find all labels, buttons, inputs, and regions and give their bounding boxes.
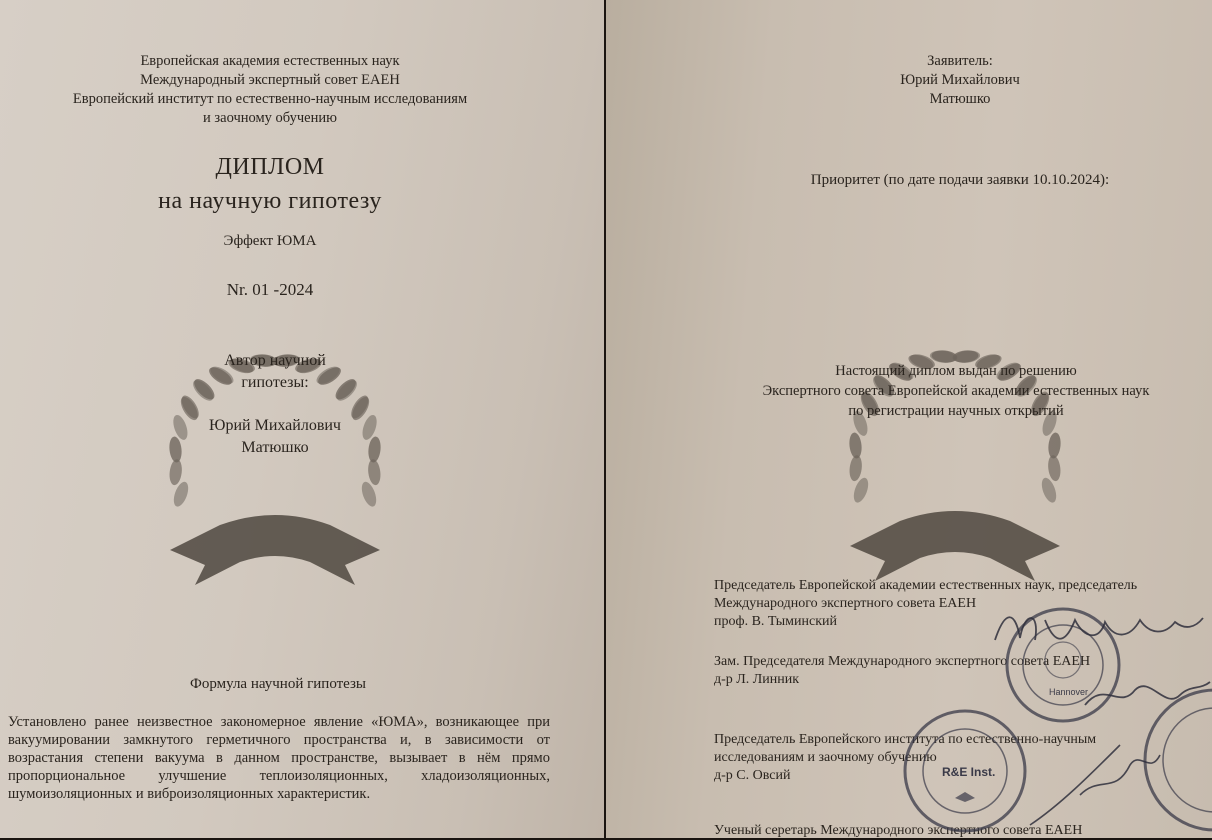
applicant-block <box>850 52 1070 109</box>
institute-seal-stamp <box>900 706 1030 836</box>
signatory-1-name: проф. В. Тыминский <box>714 614 838 629</box>
formula-heading: Формула научной гипотезы <box>189 676 367 692</box>
author-label <box>185 350 365 394</box>
laurel-leaf <box>367 459 382 486</box>
diploma-number: Nr. 01 -2024 <box>226 280 314 299</box>
issuance-line-2: Экспертного совета Европейской академии естественных наук <box>762 383 1150 399</box>
laurel-leaf <box>848 455 863 482</box>
wreath-ribbon <box>170 515 380 585</box>
signatory-1-title-line-1: Председатель Европейской академии естественных наук, председатель <box>714 578 1138 593</box>
signature-tyminsky <box>985 600 1205 660</box>
signature-ovsiy <box>1020 735 1170 835</box>
applicant-name-line-2: Матюшко <box>929 91 991 107</box>
author-name-line-2: Матюшко <box>241 439 309 456</box>
formula-text: Установлено ранее неизвестное закономерное явление «ЮМА», возникающее при вакуумировании замкнутого герметичного пространства и, в зависимости от возрастания степени вакуума в данном пространстве, вызывает в нём прямо пропорциональное улучшение теплоизоляционных, хладоизоляционных, шумоизоляционных и виброизоляционных характеристик. <box>8 714 550 802</box>
author-label-line-1: Автор научной <box>224 352 326 369</box>
institution-header <box>0 52 540 128</box>
laurel-wreath-right <box>820 296 1090 586</box>
laurel-leaf <box>848 432 863 459</box>
header-line-2: Международный экспертный совет ЕАЕН <box>140 72 400 88</box>
header-line-1: Европейская академия естественных наук <box>140 53 400 69</box>
signatory-2-name: д-р Л. Линник <box>714 672 800 687</box>
issuance-line-3: по регистрации научных открытий <box>848 403 1064 419</box>
stamp1-city: Hannover <box>1049 687 1089 697</box>
effect-name: Эффект ЮМА <box>223 233 317 249</box>
issuance-statement <box>716 361 1196 421</box>
author-name-line-1: Юрий Михайлович <box>209 417 341 434</box>
signatory-2-title: Зам. Председателя Международного экспертного совета ЕАЕН <box>714 654 1091 669</box>
header-line-4: и заочному обучению <box>203 110 337 126</box>
priority-line: Приоритет (по дате подачи заявки 10.10.2024): <box>810 172 1110 188</box>
signatory-3-title-line-1: Председатель Европейского института по естественно-научным <box>714 732 1097 747</box>
diploma-title: ДИПЛОМ <box>215 154 325 180</box>
header-line-3: Европейский институт по естественно-научным исследованиям <box>72 91 468 107</box>
signatory-3-title-line-2: исследованиям и заочному обучению <box>714 750 937 765</box>
laurel-leaf <box>1047 455 1062 482</box>
diploma-subtitle: на научную гипотезу <box>158 188 382 214</box>
applicant-label: Заявитель: <box>927 53 993 69</box>
author-name <box>180 415 370 459</box>
issuance-line-1: Настоящий диплом выдан по решению <box>835 363 1077 379</box>
signatory-3-name: д-р С. Овсий <box>714 768 791 783</box>
applicant-name-line-1: Юрий Михайлович <box>900 72 1020 88</box>
signatory-4-title: Ученый серетарь Международного экспертного совета ЕАЕН <box>714 823 1083 838</box>
wreath-ribbon <box>850 511 1060 581</box>
laurel-leaf <box>1047 432 1062 459</box>
author-label-line-2: гипотезы: <box>241 374 309 391</box>
signatory-1-title-line-2: Международного экспертного совета ЕАЕН <box>714 596 977 611</box>
laurel-leaf <box>168 459 183 486</box>
signature-linnik <box>1080 670 1212 720</box>
stamp2-center-text: R&E Inst. <box>942 765 996 779</box>
